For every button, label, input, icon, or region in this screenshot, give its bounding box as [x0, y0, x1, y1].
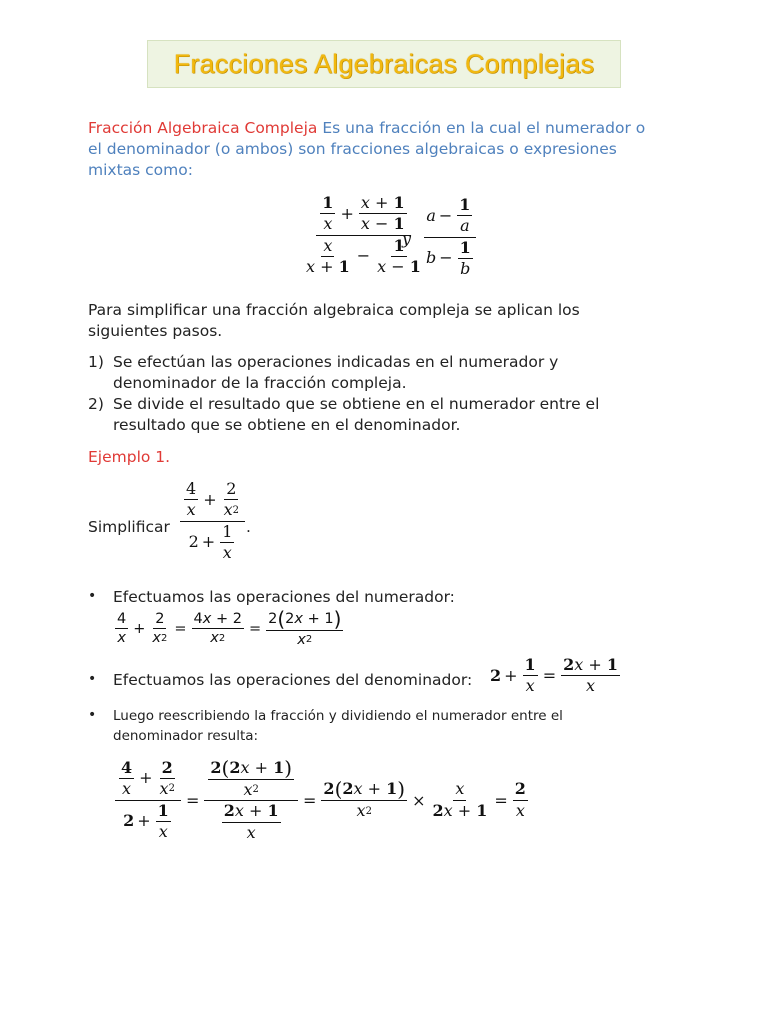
definition-text-1: Es una fracción en la cual el numerador o: [322, 119, 646, 137]
final-result-expression: $\frac{4}{x}$ + 2 x 2 2 + $\frac{1}{x}$ = 2 ( 2 x + 1 ) x 2 2 x + 1 x = 2 ( 2 x + 1 ) x 2 × x 2 x + 1 = $\frac{2}{x}$: [113, 758, 530, 842]
bullet-1-text: Efectuamos las operaciones del numerador:: [113, 588, 455, 606]
bullet-3-icon: •: [88, 707, 97, 723]
definition-term: Fracción Algebraica Compleja: [88, 119, 318, 137]
title-banner: [147, 40, 621, 88]
bullet-2-icon: •: [88, 671, 97, 687]
complex-fraction-example-a: $\frac{1}{x}$ + x + 1 x − 1 x x + 1 − 1 x − 1: [306, 193, 421, 277]
bullet-3-line-2: denominador resulta:: [113, 728, 259, 744]
intro-line-2: siguientes pasos.: [88, 322, 223, 340]
intro-line-1: Para simplificar una fracción algebraica compleja se aplican los: [88, 301, 580, 319]
definition-text-2: el denominador (o ambos) son fracciones algebraicas o expresiones: [88, 140, 617, 158]
complex-fraction-example-b: a − $\frac{1}{a}$ b − $\frac{1}{b}$: [422, 196, 479, 279]
step-2-line-2: resultado que se obtiene en el denominador.: [113, 416, 461, 434]
step-1-line-2: denominador de la fracción compleja.: [113, 374, 407, 392]
period: .: [246, 518, 251, 536]
numerator-operation: $\frac{4}{x}$ + 2 x 2 = 4 x + 2 x 2 = 2 ( 2 x + 1 ) x 2: [117, 607, 342, 648]
page-title: Fracciones Algebraicas Complejas: [173, 48, 595, 79]
step-2-line-1: Se divide el resultado que se obtiene en el numerador entre el: [113, 395, 600, 413]
step-1-marker: 1): [88, 353, 104, 371]
conjunction-y: y: [402, 229, 412, 248]
definition-line-1: [88, 118, 645, 139]
step-1-line-1: Se efectúan las operaciones indicadas en el numerador y: [113, 353, 559, 371]
denominator-operation: 2 + $\frac{1}{x}$ = 2 x + 1 x: [490, 655, 618, 696]
step-2-marker: 2): [88, 395, 104, 413]
bullet-2-text: Efectuamos las operaciones del denominador:: [113, 671, 473, 689]
example-1-expression: $\frac{4}{x}$ + 2 x 2 2 + $\frac{1}{x}$: [178, 480, 247, 563]
bullet-3-line-1: Luego reescribiendo la fracción y dividiendo el numerador entre el: [113, 708, 563, 724]
simplify-label: Simplificar: [88, 518, 170, 536]
bullet-1-icon: •: [88, 588, 97, 604]
definition-text-3: mixtas como:: [88, 161, 193, 179]
example-title: Ejemplo 1.: [88, 448, 171, 466]
